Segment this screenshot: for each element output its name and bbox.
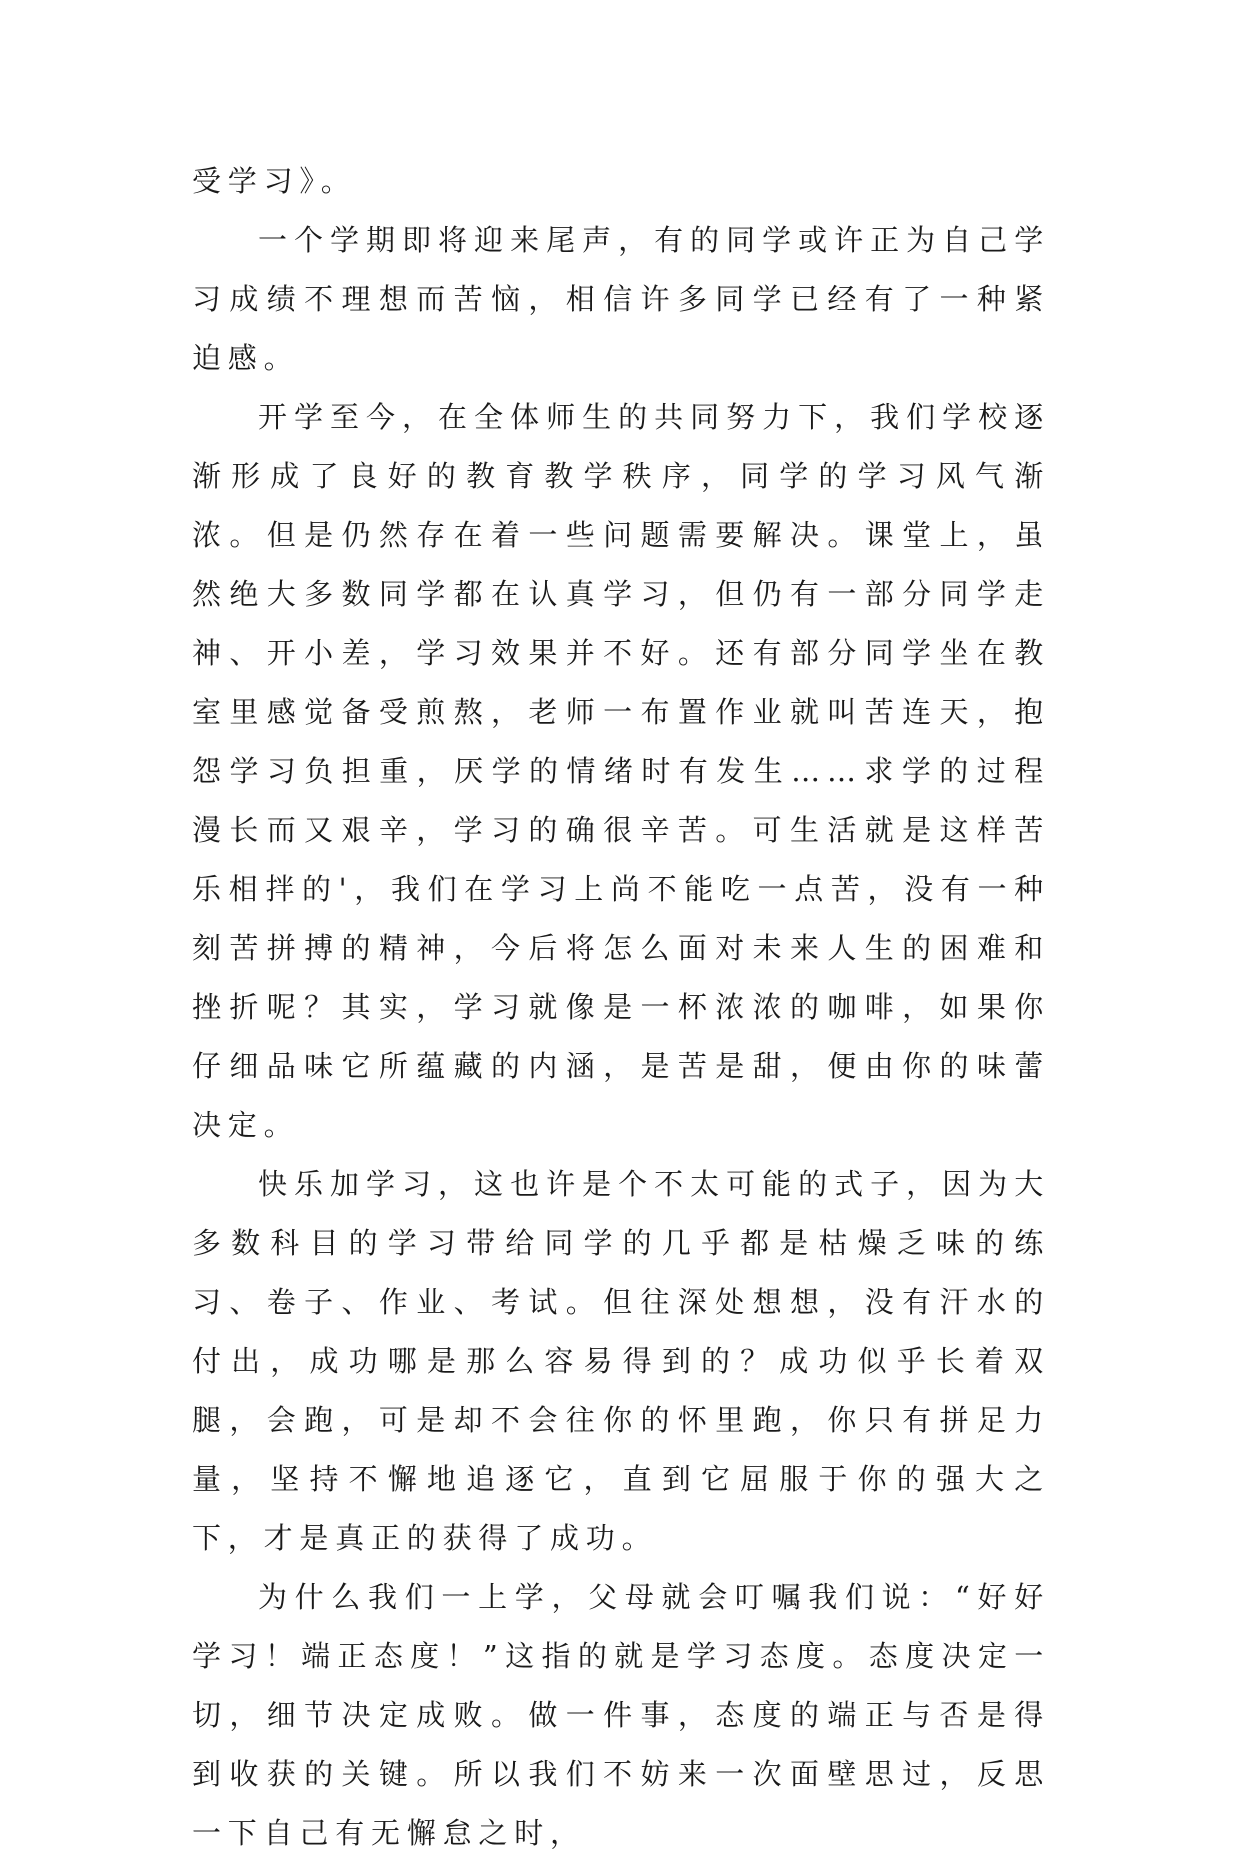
paragraph: 一个学期即将迎来尾声，有的同学或许正为自己学习成绩不理想而苦恼，相信许多同学已经有了一种紧迫感。: [192, 223, 1050, 375]
paragraph: 为什么我们一上学，父母就会叮嘱我们说：“好好学习！端正态度！”这指的就是学习态度。态度决定一切，细节决定成败。做一件事，态度的端正与否是得到收获的关键。所以我们不妨来一次面壁思过，反思一下自己有无懈怠之时，: [192, 1580, 1050, 1850]
paragraph: 快乐加学习，这也许是个不太可能的式子，因为大多数科目的学习带给同学的几乎都是枯燥乏味的练习、卷子、作业、考试。但往深处想想，没有汗水的付出，成功哪是那么容易得到的？成功似乎长着双腿，会跑，可是却不会往你的怀里跑，你只有拼足力量，坚持不懈地追逐它，直到它屈服于你的强大之下，才是真正的获得了成功。: [192, 1167, 1050, 1555]
document-body: [192, 152, 1050, 1863]
paragraph-continuation: 受学习》。: [192, 164, 357, 198]
paragraph: 开学至今，在全体师生的共同努力下，我们学校逐渐形成了良好的教育教学秩序，同学的学习风气渐浓。但是仍然存在着一些问题需要解决。课堂上，虽然绝大多数同学都在认真学习，但仍有一部分同学走神、开小差，学习效果并不好。还有部分同学坐在教室里感觉备受煎熬，老师一布置作业就叫苦连天，抱怨学习负担重，厌学的情绪时有发生……求学的过程漫长而又艰辛，学习的确很辛苦。可生活就是这样苦乐相拌的'，我们在学习上尚不能吃一点苦，没有一种刻苦拼搏的精神，今后将怎么面对未来人生的困难和挫折呢？其实，学习就像是一杯浓浓的咖啡，如果你仔细品味它所蕴藏的内涵，是苦是甜，便由你的味蕾决定。: [192, 400, 1050, 1142]
